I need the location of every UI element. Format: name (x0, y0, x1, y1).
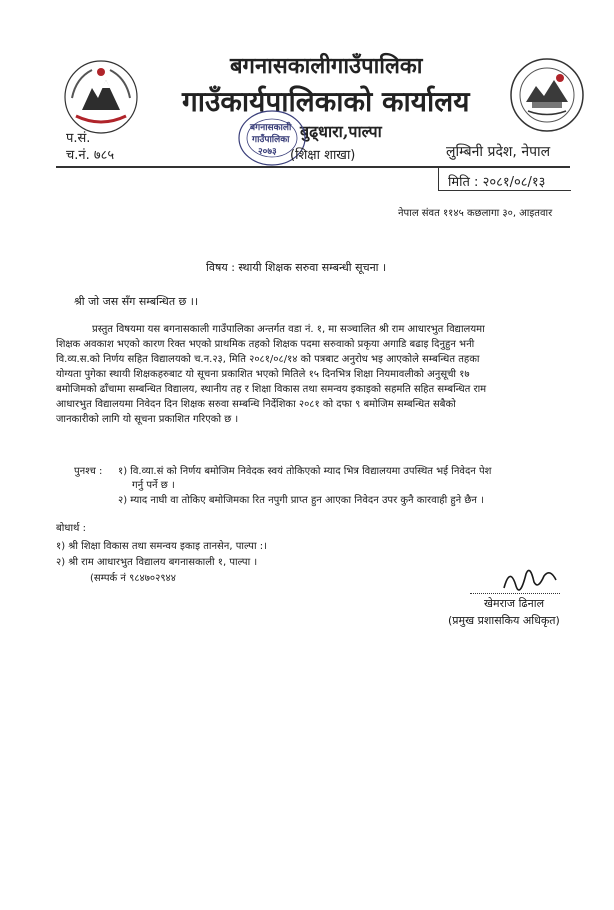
province-name: लुम्बिनी प्रदेश, नेपाल (446, 144, 551, 160)
bodhartha-item: १) श्री शिक्षा विकास तथा समन्वय इकाइ तानसेन, पाल्पा :। (56, 541, 267, 552)
section-name: (शिक्षा शाखा) (290, 148, 356, 163)
patra-sankhya-label: प.सं. (66, 131, 91, 146)
body-line: बमोजिमको ढाँचामा सम्बन्धित विद्यालय, स्थानीय तह र शिक्षा विकास तथा समन्वय इकाइको सहमति सहित सम्बन्धित राम (56, 384, 487, 395)
punascha-item-2: २) म्याद नाघी वा तोकिए बमोजिमका रित नपुगी प्राप्त हुन आएका निवेदन उपर कुनै कारवाही हुने छैन । (118, 495, 484, 506)
stamp-text-1: बगनासकाली (250, 123, 292, 133)
bodhartha-label: बोधार्थ : (56, 523, 86, 534)
nepal-emblem-icon (62, 58, 140, 136)
chalani-number: च.नं. ७८५ (66, 148, 115, 163)
contact-number: (सम्पर्क नं ९८४७०२९४४ (90, 573, 176, 584)
body-line: शिक्षक अवकाश भएको कारण रिक्त भएको प्राथमिक तहको शिक्षक पदमा सरुवाको प्रकृया अगाडि बढाइ दिनुहुन भनी (56, 339, 475, 350)
body-line: आधारभुत विद्यालयमा निवेदन दिन शिक्षक सरुवा सम्बन्धि निर्देशिका २०८१ को दफा ९ बमोजिम सम्बन्धित सबैको (56, 399, 456, 410)
date-text: मिति : २०८१/०८/१३ (448, 175, 546, 190)
signatory-title: (प्रमुख प्रशासकिय अधिकृत) (448, 614, 560, 627)
body-line: जानकारीको लागि यो सूचना प्रकाशित गरिएको छ । (56, 414, 239, 425)
subject-line: विषय : स्थायी शिक्षक सरुवा सम्बन्धी सूचना । (206, 261, 387, 274)
body-line: वि.व्य.स.को निर्णय सहित विद्यालयको च.न.२३, मिति २०८१/०८/१४ को पत्रबाट अनुरोध भइ आएकोले सम्बन्धित तहका (56, 354, 480, 365)
stamp-text-3: २०७३ (258, 147, 277, 157)
body-paragraph (56, 322, 576, 427)
bodhartha-item: २) श्री राम आधारभुत विद्यालय बगनासकाली १, पाल्पा । (56, 557, 258, 568)
stamp-text-2: गाउँपालिका (252, 135, 290, 145)
signatory-name: खेमराज ढिनाल (484, 597, 545, 610)
punascha-item-1: १) वि.व्या.सं को निर्णय बमोजिम निवेदक स्वयं तोकिएको म्याद भित्र विद्यालयमा उपस्थित भई निवेदन पेश (118, 466, 492, 477)
punascha-item-1-cont: गर्नु पर्ने छ । (132, 480, 175, 491)
punascha-label: पुनश्च : (74, 466, 103, 477)
body-line: योग्यता पुगेका स्थायी शिक्षकहरुबाट यो सूचना प्रकाशित भएको मितिले १५ दिनभित्र शिक्षा नियमावलीको अनुसूची १७ (56, 369, 470, 380)
municipality-name: बगनासकालीगाउँपालिका (230, 53, 423, 79)
salutation: श्री जो जस सँग सम्बन्धित छ ।। (74, 295, 199, 308)
body-line: प्रस्तुत विषयमा यस बगनासकाली गाउँपालिका अन्तर्गत वडा नं. १, मा सञ्चालित श्री राम आधारभुत विद्यालयमा (92, 324, 485, 335)
nepal-samvat-date: नेपाल संवत ११४५ कछलागा ३०, आइतवार (398, 208, 553, 219)
office-address: बुढ्धारा,पाल्पा (300, 122, 382, 141)
municipality-logo-icon (508, 56, 586, 134)
signature-icon (500, 560, 560, 600)
office-name: गाउँकार्यपालिकाको कार्यालय (182, 85, 470, 118)
